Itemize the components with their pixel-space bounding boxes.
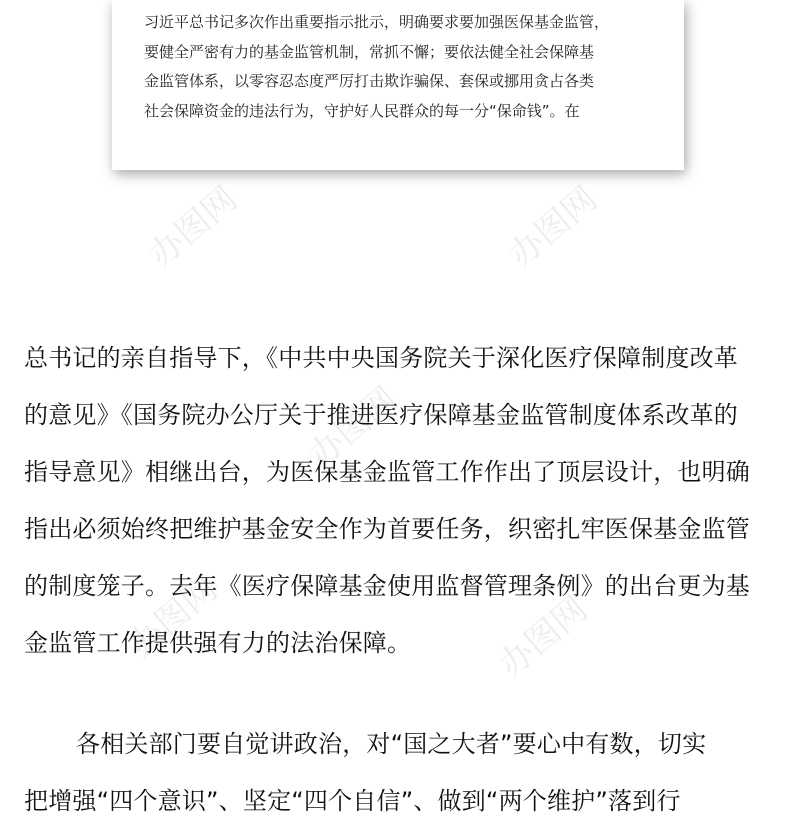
card-text-line: 要健全严密有力的基金监管机制，常抓不懈；要依法健全社会保障基 <box>144 42 595 61</box>
paragraph-line: 金监管工作提供强有力的法治保障。 <box>24 629 412 657</box>
card-text-line: 习近平总书记多次作出重要指示批示，明确要求要加强医保基金监管， <box>144 13 610 31</box>
quote-card <box>112 0 684 170</box>
paragraph-line: 指出必须始终把维护基金安全作为首要任务，织密扎牢医保基金监管 <box>24 515 750 543</box>
article-body <box>24 330 784 830</box>
card-text-line: 社会保障资金的违法行为，守护好人民群众的每一分“保命钱”。在 <box>144 101 580 120</box>
paragraph-line: 的制度笼子。去年《医疗保障基金使用监督管理条例》的出台更为基 <box>24 572 750 600</box>
watermark: 办图网 <box>141 179 246 276</box>
watermark: 办图网 <box>491 589 596 686</box>
paragraph-line: 的意见》《国务院办公厅关于推进医疗保障基金监管制度体系改革的 <box>24 401 738 429</box>
paragraph-line: 总书记的亲自指导下，《中共中央国务院关于深化医疗保障制度改革 <box>24 344 738 372</box>
watermark: 办图网 <box>301 379 406 476</box>
watermark: 办图网 <box>121 569 226 666</box>
paragraph-line: 指导意见》相继出台，为医保基金监管工作作出了顶层设计，也明确 <box>24 458 750 486</box>
watermark: 办图网 <box>501 179 606 276</box>
card-text-line: 金监管体系，以零容忍态度严厉打击欺诈骗保、套保或挪用贪占各类 <box>144 72 595 90</box>
paragraph-line: 各相关部门要自觉讲政治，对“国之大者”要心中有数，切实 <box>76 730 707 758</box>
paragraph-line: 把增强“四个意识”、坚定“四个自信”、做到“两个维护”落到行 <box>24 787 681 815</box>
paragraph-gap <box>24 672 784 716</box>
